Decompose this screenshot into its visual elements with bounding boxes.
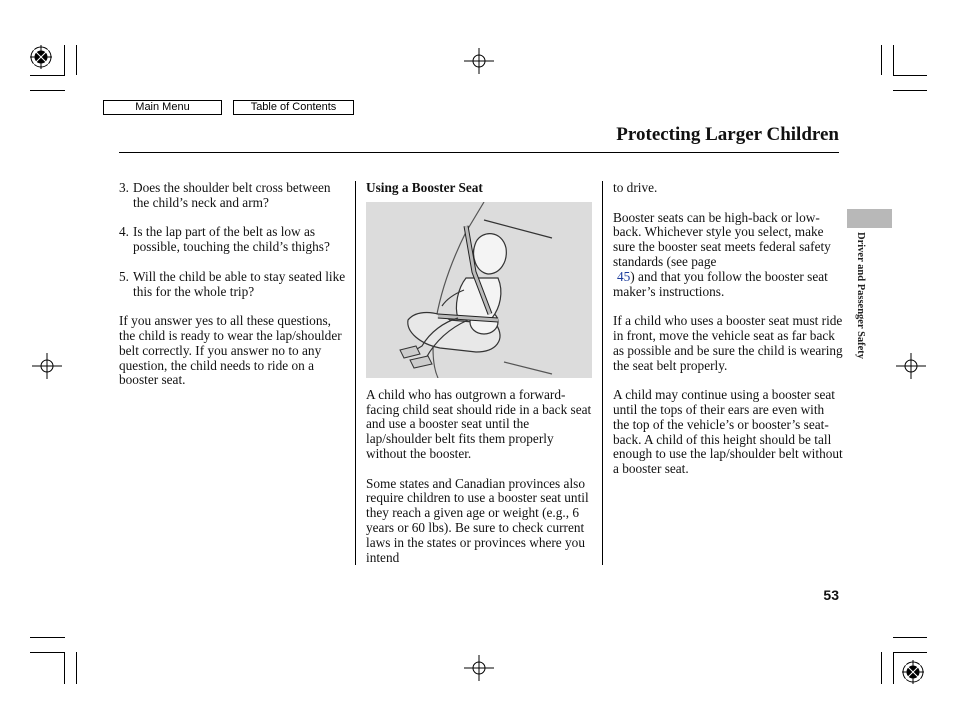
registration-crosshair-icon — [896, 353, 926, 379]
paragraph: If you answer yes to all these questions, the child is ready to wear the lap/shoulder belt correctly. If you answer no to any question, the child needs to ride on a booster seat. — [119, 313, 342, 388]
booster-seat-illustration — [366, 202, 592, 378]
main-menu-button[interactable]: Main Menu — [103, 100, 222, 115]
page-45-link[interactable]: 45 — [617, 268, 631, 284]
column-2 — [366, 181, 594, 565]
paragraph: If a child who uses a booster seat must ride in front, move the vehicle seat as far back as possible and be sure the child is wearing the seat belt properly. — [613, 313, 843, 373]
table-of-contents-button[interactable]: Table of Contents — [233, 100, 354, 115]
list-item-number: 5. — [119, 268, 129, 284]
column-divider — [602, 181, 603, 565]
registration-target-icon — [902, 659, 924, 685]
paragraph — [613, 211, 843, 300]
paragraph: Some states and Canadian provinces also require children to use a booster seat until they reach a given age or weight (e.g., 6 years or 60 lbs). Be sure to check current laws in the states or provinces where you intend — [366, 475, 589, 565]
list-item-text: Will the child be able to stay seated like this for the whole trip? — [133, 268, 346, 299]
list-item — [119, 225, 347, 255]
child-in-booster-seat-icon — [366, 202, 592, 378]
page-number: 53 — [823, 587, 839, 603]
page-title: Protecting Larger Children — [616, 124, 839, 145]
registration-target-icon — [30, 44, 52, 70]
paragraph: A child who has outgrown a forward-facing child seat should ride in a back seat and use a booster seat until the lap/shoulder belt fits them properly without the booster. — [366, 386, 592, 461]
column-divider — [355, 181, 356, 565]
registration-crosshair-icon — [464, 48, 494, 74]
section-heading: Using a Booster Seat — [366, 180, 483, 195]
list-item-text: Does the shoulder belt cross between the child’s neck and arm? — [133, 180, 331, 210]
header-rule — [119, 152, 839, 153]
section-tab-label: Driver and Passenger Safety — [855, 232, 866, 360]
list-item — [119, 181, 347, 211]
paragraph: A child may continue using a booster seat until the tops of their ears are even with the top of the vehicle’s or booster’s seat-back. A child of this height should be tall enough to use the lap/shoulder belt without a booster seat. — [613, 387, 843, 477]
section-tab — [847, 209, 892, 228]
column-1 — [119, 181, 347, 388]
paragraph-continuation: to drive. — [613, 180, 658, 195]
paragraph-text: Booster seats can be high-back or low-back. Whichever style you select, make sure the booster seat meets federal safety standards (see page — [613, 209, 831, 269]
column-3 — [613, 181, 843, 477]
registration-crosshair-icon — [464, 655, 494, 681]
list-item-text: Is the lap part of the belt as low as possible, touching the child’s thighs? — [133, 224, 330, 255]
list-item-number: 4. — [119, 224, 129, 240]
registration-crosshair-icon — [32, 353, 62, 379]
list-item — [119, 270, 347, 300]
list-item-number: 3. — [119, 180, 129, 195]
paragraph-text: ) and that you follow the booster seat maker’s instructions. — [613, 268, 828, 299]
